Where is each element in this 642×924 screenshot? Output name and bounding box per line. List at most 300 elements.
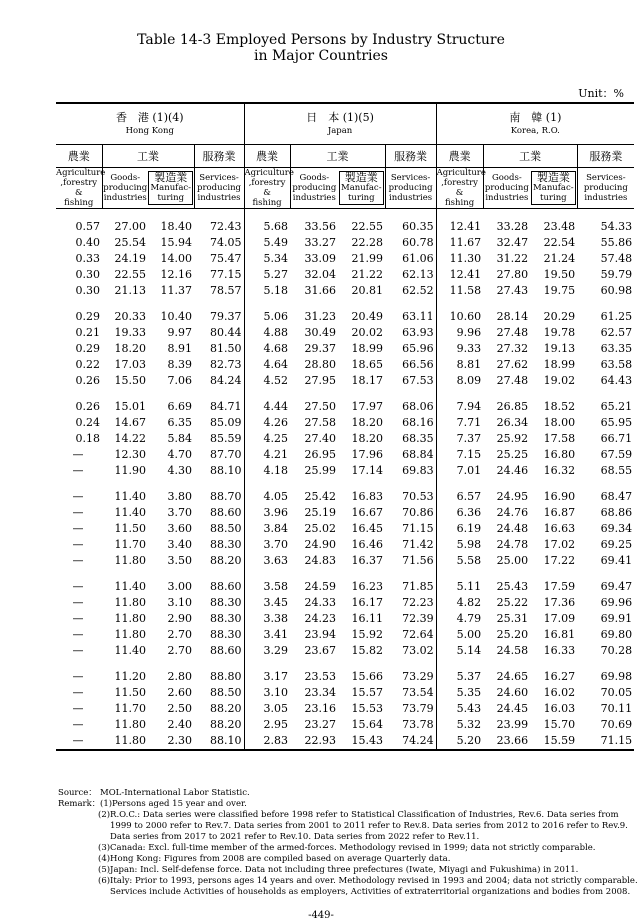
table-cell: 24.48 bbox=[496, 522, 529, 535]
table-row bbox=[56, 717, 634, 733]
table-cell: 27.00 bbox=[114, 220, 146, 233]
table-cell: 19.13 bbox=[543, 342, 576, 355]
subheader-manu bbox=[530, 168, 577, 209]
table-cell: 69.25 bbox=[600, 538, 633, 551]
table-cell: 8.39 bbox=[167, 358, 192, 371]
manufacturing-box bbox=[339, 171, 384, 205]
table-cell: 15.94 bbox=[160, 236, 192, 249]
remark-line: Services include Activities of households as employers, Activities of extraterritorial organizations and bodies from 2008. bbox=[110, 887, 631, 897]
table-cell: 68.86 bbox=[600, 506, 633, 519]
table-cell: 24.59 bbox=[304, 580, 337, 593]
table-cell: 2.95 bbox=[263, 718, 289, 731]
table-cell: 16.37 bbox=[351, 554, 384, 567]
table-cell: 16.03 bbox=[543, 702, 576, 715]
table-cell: 61.06 bbox=[385, 251, 436, 267]
subheader-line: industries bbox=[389, 193, 433, 203]
table-cell: 88.80 bbox=[194, 669, 244, 685]
table-cell: 3.41 bbox=[263, 628, 289, 641]
table-cell: 79.37 bbox=[194, 309, 244, 325]
table-cell: 72.64 bbox=[385, 627, 436, 643]
subheader-manu bbox=[148, 168, 194, 209]
table-cell: 60.78 bbox=[385, 235, 436, 251]
table-cell: 7.94 bbox=[456, 400, 482, 413]
table-cell: 69.34 bbox=[600, 522, 633, 535]
table-cell: 2.70 bbox=[167, 628, 192, 641]
table-cell: 61.25 bbox=[600, 310, 633, 323]
table-cell: 16.17 bbox=[351, 596, 384, 609]
table-cell: 70.86 bbox=[385, 505, 436, 521]
table-cell: 0.33 bbox=[75, 252, 100, 265]
table-cell: 24.83 bbox=[304, 554, 337, 567]
table-cell: 23.67 bbox=[304, 644, 337, 657]
table-cell: 16.46 bbox=[351, 538, 384, 551]
table-cell: 7.06 bbox=[167, 374, 192, 387]
table-cell: 17.36 bbox=[543, 596, 576, 609]
table-cell: 5.20 bbox=[436, 733, 483, 750]
table-cell: 4.30 bbox=[167, 464, 192, 477]
table-cell: 68.84 bbox=[385, 447, 436, 463]
table-cell: 3.10 bbox=[167, 596, 192, 609]
table-cell: 74.24 bbox=[385, 733, 436, 750]
country-header-korea bbox=[436, 103, 634, 145]
table-cell: 4.68 bbox=[263, 342, 289, 355]
table-cell: 23.27 bbox=[304, 718, 337, 731]
table-cell: 88.30 bbox=[194, 537, 244, 553]
table-cell: 5.11 bbox=[456, 580, 482, 593]
country-name-en: Hong Kong bbox=[125, 126, 174, 136]
table-cell: 15.59 bbox=[530, 733, 577, 750]
subheader-line: Services- bbox=[390, 173, 431, 183]
table-cell: 3.70 bbox=[263, 538, 289, 551]
subheader-line: Goods- bbox=[110, 173, 141, 183]
table-cell: 5.34 bbox=[263, 252, 289, 265]
table-cell: 88.20 bbox=[194, 701, 244, 717]
table-cell: 3.60 bbox=[167, 522, 192, 535]
table-row bbox=[56, 415, 634, 431]
table-cell: 3.40 bbox=[167, 538, 192, 551]
subheader-line: Agriculture bbox=[244, 168, 294, 178]
table-cell: 67.53 bbox=[385, 373, 436, 389]
table-row bbox=[56, 251, 634, 267]
table-cell: 16.23 bbox=[351, 580, 384, 593]
table-cell: 16.11 bbox=[351, 612, 384, 625]
table-cell: 12.16 bbox=[160, 268, 192, 281]
table-cell: 2.70 bbox=[167, 644, 192, 657]
table-cell: 11.70 bbox=[114, 702, 146, 715]
table-cell: 24.65 bbox=[496, 670, 529, 683]
table-cell: — bbox=[72, 702, 84, 715]
table-cell: 11.50 bbox=[114, 686, 146, 699]
table-cell: 21.22 bbox=[351, 268, 384, 281]
remark-text: (1)Persons aged 15 year and over. bbox=[100, 799, 247, 809]
category-header-agri: 農業 bbox=[244, 145, 290, 168]
table-cell: 26.34 bbox=[496, 416, 529, 429]
source-text: MOL-International Labor Statistic. bbox=[100, 788, 250, 798]
table-cell: 27.95 bbox=[304, 374, 337, 387]
table-cell: 31.66 bbox=[304, 284, 337, 297]
table-cell: 19.75 bbox=[543, 284, 576, 297]
table-cell: 16.63 bbox=[543, 522, 576, 535]
table-cell: 88.20 bbox=[194, 717, 244, 733]
table-row bbox=[56, 521, 634, 537]
manufacturing-box bbox=[148, 171, 193, 205]
table-cell: 27.50 bbox=[304, 400, 337, 413]
table-cell: 25.54 bbox=[114, 236, 146, 249]
remark-line: (2)R.O.C.: Data series were classified before 1998 refer to Statistical Classification of Industries, Rev.6. Data series from bbox=[98, 810, 619, 820]
table-cell: 88.60 bbox=[194, 505, 244, 521]
table-cell: 16.87 bbox=[543, 506, 576, 519]
table-cell: 18.40 bbox=[160, 220, 192, 233]
remark-line: (3)Canada: Excl. full-time member of the armed-forces. Methodology revised in 1999; data not strictly comparable. bbox=[98, 843, 596, 853]
table-cell: 3.10 bbox=[263, 686, 289, 699]
country-name-en: Korea, R.O. bbox=[510, 126, 560, 136]
table-cell: 71.85 bbox=[385, 579, 436, 595]
table-row bbox=[56, 235, 634, 251]
table-cell: — bbox=[56, 733, 102, 750]
table-cell: 3.63 bbox=[263, 554, 289, 567]
table-cell: 21.13 bbox=[114, 284, 146, 297]
table-cell: 6.35 bbox=[167, 416, 192, 429]
table-cell: 3.29 bbox=[263, 644, 289, 657]
table-cell: 88.20 bbox=[194, 553, 244, 569]
table-cell: 0.22 bbox=[75, 358, 100, 371]
table-cell: 73.29 bbox=[385, 669, 436, 685]
table-cell: 3.50 bbox=[167, 554, 192, 567]
table-cell: 62.52 bbox=[385, 283, 436, 299]
table-cell: 27.58 bbox=[304, 416, 337, 429]
table-cell: 55.86 bbox=[600, 236, 633, 249]
table-row bbox=[56, 325, 634, 341]
table-cell: 2.83 bbox=[244, 733, 290, 750]
table-row bbox=[56, 537, 634, 553]
table-cell: 88.30 bbox=[194, 627, 244, 643]
table-cell: 30.49 bbox=[304, 326, 337, 339]
table-cell: 0.30 bbox=[75, 268, 100, 281]
category-header-industry: 工業 bbox=[483, 145, 577, 168]
table-cell: 29.37 bbox=[304, 342, 337, 355]
table-cell: 23.16 bbox=[304, 702, 337, 715]
table-cell: 5.68 bbox=[263, 220, 289, 233]
table-cell: 23.48 bbox=[543, 220, 576, 233]
table-cell: 5.35 bbox=[456, 686, 482, 699]
table-cell: 0.30 bbox=[75, 284, 100, 297]
table-cell: 32.47 bbox=[496, 236, 529, 249]
table-cell: 24.95 bbox=[496, 490, 529, 503]
manufacturing-label-en: turing bbox=[157, 193, 185, 203]
table-cell: 73.54 bbox=[385, 685, 436, 701]
table-row bbox=[56, 357, 634, 373]
table-cell: 88.60 bbox=[194, 643, 244, 659]
table-cell: 66.71 bbox=[600, 432, 633, 445]
table-cell: 25.20 bbox=[496, 628, 529, 641]
country-name: 南 韓 (1) bbox=[509, 111, 562, 124]
table-row bbox=[56, 643, 634, 659]
table-title bbox=[0, 32, 642, 64]
subheader-agri bbox=[244, 168, 294, 209]
subheader-line: industries bbox=[292, 193, 336, 203]
table-cell: 65.95 bbox=[600, 416, 633, 429]
table-cell: 73.79 bbox=[385, 701, 436, 717]
table-cell: 0.26 bbox=[75, 374, 100, 387]
table-cell: 14.00 bbox=[160, 252, 192, 265]
table-cell: 66.56 bbox=[385, 357, 436, 373]
subheader-goods bbox=[290, 168, 338, 209]
table-cell: 18.20 bbox=[351, 416, 384, 429]
table-cell: 19.02 bbox=[543, 374, 576, 387]
table-cell: 4.70 bbox=[167, 448, 192, 461]
table-cell: 7.01 bbox=[456, 464, 482, 477]
table-cell: 71.15 bbox=[577, 733, 634, 750]
subheader-line: ,forestry & bbox=[248, 178, 286, 198]
table-cell: 67.59 bbox=[600, 448, 633, 461]
table-row bbox=[56, 283, 634, 299]
table-cell: 10.40 bbox=[160, 310, 192, 323]
table-cell: 20.02 bbox=[351, 326, 384, 339]
table-cell: — bbox=[72, 490, 84, 503]
group-spacer bbox=[56, 209, 634, 220]
subheader-manu bbox=[338, 168, 385, 209]
table-cell: 27.32 bbox=[496, 342, 529, 355]
table-cell: 57.48 bbox=[600, 252, 633, 265]
table-cell: 19.50 bbox=[543, 268, 576, 281]
table-cell: — bbox=[72, 596, 84, 609]
table-cell: 15.57 bbox=[351, 686, 384, 699]
source-label: Source： bbox=[58, 788, 97, 798]
table-cell: 16.27 bbox=[543, 670, 576, 683]
table-cell: — bbox=[72, 448, 84, 461]
table-cell: 3.96 bbox=[263, 506, 289, 519]
table-cell: 5.58 bbox=[456, 554, 482, 567]
table-cell: — bbox=[72, 686, 84, 699]
table-cell: 5.06 bbox=[263, 310, 289, 323]
table-row bbox=[56, 685, 634, 701]
table-cell: 24.23 bbox=[304, 612, 337, 625]
table-cell: 16.83 bbox=[351, 490, 384, 503]
table-cell: 17.03 bbox=[114, 358, 146, 371]
table-cell: 0.29 bbox=[75, 342, 100, 355]
group-spacer bbox=[56, 569, 634, 579]
category-header-services: 服務業 bbox=[194, 145, 244, 168]
table-cell: 24.33 bbox=[304, 596, 337, 609]
table-row bbox=[56, 447, 634, 463]
table-cell: 70.11 bbox=[600, 702, 633, 715]
table-cell: 88.70 bbox=[194, 489, 244, 505]
table-cell: 25.42 bbox=[304, 490, 337, 503]
table-cell: 69.83 bbox=[385, 463, 436, 479]
table-cell: 0.26 bbox=[75, 400, 100, 413]
country-name: 香 港 (1)(4) bbox=[115, 111, 184, 124]
subheader-line: Services- bbox=[586, 173, 626, 183]
table-cell: 18.52 bbox=[543, 400, 576, 413]
table-cell: 33.27 bbox=[304, 236, 337, 249]
table-cell: 11.40 bbox=[114, 580, 146, 593]
table-cell: 3.45 bbox=[263, 596, 289, 609]
table-cell: 11.70 bbox=[114, 538, 146, 551]
table-row bbox=[56, 341, 634, 357]
category-header-services: 服務業 bbox=[577, 145, 634, 168]
category-header-agri: 農業 bbox=[56, 145, 102, 168]
table-cell: 15.66 bbox=[351, 670, 384, 683]
table-row bbox=[56, 701, 634, 717]
table-cell: 6.57 bbox=[456, 490, 482, 503]
table-row bbox=[56, 553, 634, 569]
subheader-line: Goods- bbox=[299, 173, 330, 183]
table-cell: 9.33 bbox=[456, 342, 482, 355]
table-cell: 33.28 bbox=[496, 220, 529, 233]
table-cell: 0.18 bbox=[75, 432, 100, 445]
table-cell: 88.50 bbox=[194, 685, 244, 701]
table-cell: 11.80 bbox=[114, 628, 146, 641]
table-title-line2: in Major Countries bbox=[254, 48, 388, 64]
table-cell: 16.90 bbox=[543, 490, 576, 503]
table-cell: 88.10 bbox=[194, 463, 244, 479]
table-cell: 19.33 bbox=[114, 326, 146, 339]
group-spacer bbox=[56, 389, 634, 399]
table-row bbox=[56, 463, 634, 479]
table-cell: 6.19 bbox=[456, 522, 482, 535]
table-cell: 24.60 bbox=[496, 686, 529, 699]
group-spacer bbox=[56, 299, 634, 309]
table-cell: 23.53 bbox=[304, 670, 337, 683]
country-name: 日 本 (1)(5) bbox=[306, 111, 374, 124]
subheader-line: ,forestry & bbox=[60, 178, 98, 198]
subheader-line: producing bbox=[388, 183, 433, 193]
manufacturing-label-en: Manufac- bbox=[533, 183, 574, 193]
subheader-line: fishing bbox=[252, 198, 282, 208]
table-cell: 15.53 bbox=[351, 702, 384, 715]
table-row bbox=[56, 267, 634, 283]
table-cell: 16.67 bbox=[351, 506, 384, 519]
subheader-goods bbox=[102, 168, 148, 209]
table-cell: 11.20 bbox=[114, 670, 146, 683]
table-cell: 8.09 bbox=[456, 374, 482, 387]
table-cell: 8.81 bbox=[456, 358, 482, 371]
subheader-line: industries bbox=[584, 193, 628, 203]
table-cell: 85.09 bbox=[194, 415, 244, 431]
country-header-hongkong bbox=[56, 103, 244, 145]
table-row bbox=[56, 309, 634, 325]
table-cell: 3.70 bbox=[167, 506, 192, 519]
table-cell: 70.53 bbox=[385, 489, 436, 505]
table-cell: 22.54 bbox=[543, 236, 576, 249]
table-cell: — bbox=[72, 628, 84, 641]
table-cell: 72.39 bbox=[385, 611, 436, 627]
table-cell: 14.67 bbox=[114, 416, 146, 429]
table-cell: 2.30 bbox=[148, 733, 194, 750]
table-cell: 16.80 bbox=[543, 448, 576, 461]
table-cell: 25.19 bbox=[304, 506, 337, 519]
table-cell: 33.56 bbox=[304, 220, 337, 233]
subheader-goods bbox=[483, 168, 530, 209]
group-spacer bbox=[56, 479, 634, 489]
table-cell: 59.79 bbox=[600, 268, 633, 281]
table-cell: 24.19 bbox=[114, 252, 146, 265]
table-cell: 22.55 bbox=[351, 220, 384, 233]
subheader-line: Agriculture bbox=[436, 168, 486, 178]
table-cell: 68.35 bbox=[385, 431, 436, 447]
table-cell: 28.80 bbox=[304, 358, 337, 371]
table-cell: 4.64 bbox=[263, 358, 289, 371]
table-cell: 60.35 bbox=[385, 219, 436, 235]
table-row bbox=[56, 669, 634, 685]
table-cell: 69.80 bbox=[600, 628, 633, 641]
table-cell: 65.21 bbox=[600, 400, 633, 413]
table-cell: 74.05 bbox=[194, 235, 244, 251]
table-cell: 69.47 bbox=[600, 580, 633, 593]
table-cell: 15.01 bbox=[114, 400, 146, 413]
table-cell: 27.48 bbox=[496, 374, 529, 387]
subheader-line: producing bbox=[583, 183, 628, 193]
table-cell: 11.40 bbox=[114, 506, 146, 519]
table-cell: 71.15 bbox=[385, 521, 436, 537]
subheader-line: ,forestry & bbox=[441, 178, 478, 198]
table-cell: 72.23 bbox=[385, 595, 436, 611]
remark-line: Data series from 2017 to 2021 refer to Rev.10. Data series from 2022 refer to Rev.11. bbox=[110, 832, 480, 842]
table-cell: 17.96 bbox=[351, 448, 384, 461]
table-cell: 11.67 bbox=[449, 236, 482, 249]
table-cell: 4.52 bbox=[263, 374, 289, 387]
table-cell: 3.84 bbox=[263, 522, 289, 535]
table-cell: 24.78 bbox=[496, 538, 529, 551]
table-cell: 88.60 bbox=[194, 579, 244, 595]
table-cell: 20.29 bbox=[543, 310, 576, 323]
table-cell: 82.73 bbox=[194, 357, 244, 373]
table-cell: 75.47 bbox=[194, 251, 244, 267]
table-cell: 14.22 bbox=[114, 432, 146, 445]
category-header-services: 服務業 bbox=[385, 145, 436, 168]
table-cell: 4.21 bbox=[263, 448, 289, 461]
table-cell: 87.70 bbox=[194, 447, 244, 463]
table-cell: 68.06 bbox=[385, 399, 436, 415]
table-cell: 4.25 bbox=[263, 432, 289, 445]
table-cell: 18.99 bbox=[543, 358, 576, 371]
remark-label: Remark： bbox=[58, 799, 101, 809]
remark-line: (4)Hong Kong: Figures from 2008 are compiled based on average Quarterly data. bbox=[98, 854, 451, 864]
table-cell: 4.18 bbox=[263, 464, 289, 477]
table-cell: — bbox=[72, 718, 84, 731]
table-cell: 17.14 bbox=[351, 464, 384, 477]
table-cell: — bbox=[72, 580, 84, 593]
remark-line: (6)Italy: Prior to 1993, persons ages 14 years and over. Methodology revised in 1993 and 2004; data not strictly comparable. bbox=[98, 876, 638, 886]
group-spacer bbox=[56, 659, 634, 669]
table-cell: 21.24 bbox=[543, 252, 576, 265]
table-cell: 68.55 bbox=[600, 464, 633, 477]
table-cell: 4.79 bbox=[456, 612, 482, 625]
table-cell: 23.94 bbox=[304, 628, 337, 641]
table-cell: — bbox=[72, 612, 84, 625]
table-cell: 32.04 bbox=[304, 268, 337, 281]
table-cell: 24.90 bbox=[304, 538, 337, 551]
table-cell: 0.29 bbox=[75, 310, 100, 323]
table-cell: 15.70 bbox=[543, 718, 576, 731]
page-number: -449- bbox=[308, 910, 334, 921]
table-cell: 24.45 bbox=[496, 702, 529, 715]
table-cell: 3.80 bbox=[167, 490, 192, 503]
table-cell: 31.22 bbox=[496, 252, 529, 265]
table-cell: — bbox=[72, 670, 84, 683]
table-cell: 2.50 bbox=[167, 702, 192, 715]
table-cell: 17.22 bbox=[543, 554, 576, 567]
table-cell: 4.05 bbox=[263, 490, 289, 503]
table-cell: 78.57 bbox=[194, 283, 244, 299]
remark-line: (5)Japan: Incl. Self-defense force. Data not including three prefectures (Iwate, Miyagi and Fukushima) in 2011. bbox=[98, 865, 579, 875]
table-cell: 15.92 bbox=[351, 628, 384, 641]
table-cell: 16.02 bbox=[543, 686, 576, 699]
table-cell: 10.60 bbox=[449, 310, 482, 323]
remark-line: 1999 to 2000 refer to Rev.7. Data series from 2001 to 2011 refer to Rev.8. Data series from 2012 to 2016 refer to Rev.9. bbox=[110, 821, 628, 831]
table-cell: 15.82 bbox=[351, 644, 384, 657]
table-cell: 5.49 bbox=[263, 236, 289, 249]
